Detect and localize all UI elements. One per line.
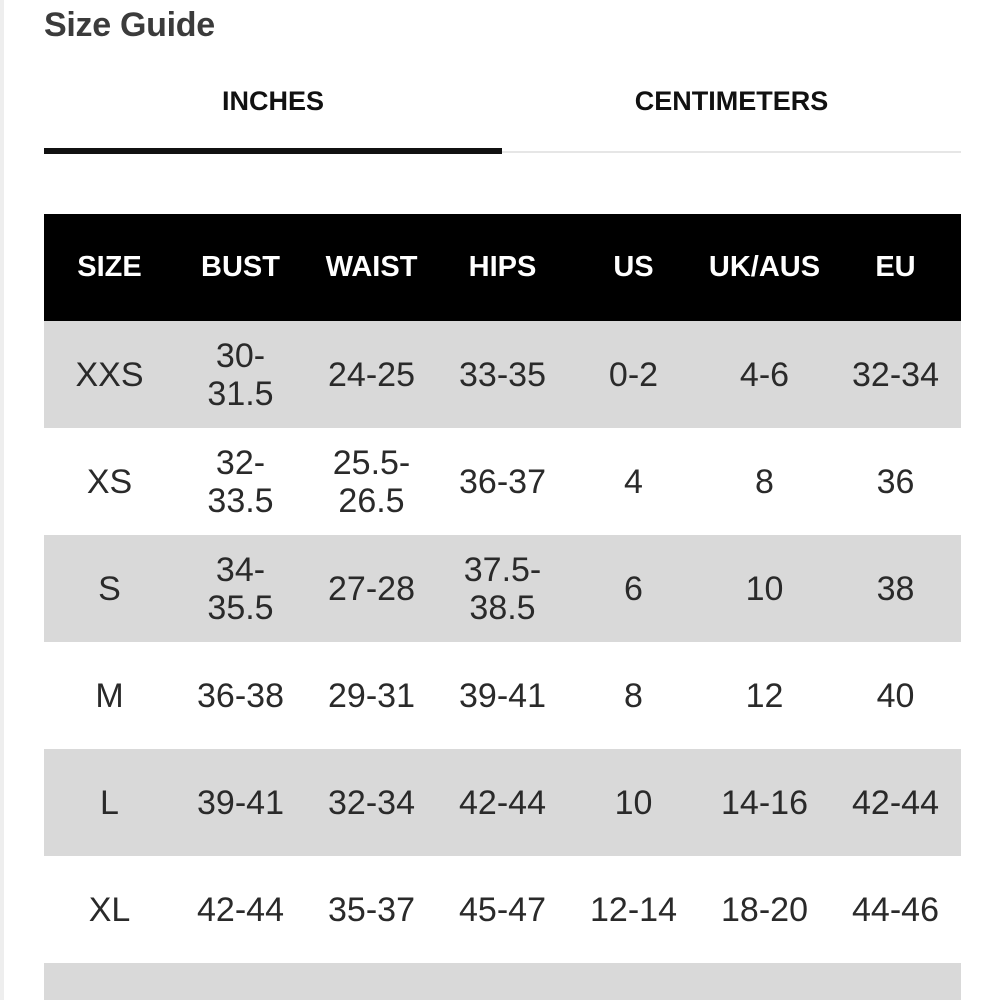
cell-bust: 42-44 xyxy=(197,890,284,929)
cell-size: M xyxy=(95,676,124,715)
cell-bust: 36-38 xyxy=(197,676,284,715)
cell-eu: 36 xyxy=(876,462,915,501)
cell-uk-aus: 12 xyxy=(745,676,784,715)
cell-us: 4 xyxy=(624,462,643,501)
header-us: US xyxy=(613,251,654,283)
cell-uk-aus: 4-6 xyxy=(739,355,790,394)
header-size: SIZE xyxy=(77,251,142,283)
cell-uk-aus: 10 xyxy=(745,569,784,608)
cell-uk-aus: 8 xyxy=(755,462,774,501)
cell-us: 12-14 xyxy=(590,890,677,929)
table-row xyxy=(44,535,961,642)
cell-us: 0-2 xyxy=(608,355,659,394)
cell-hips: 42-44 xyxy=(459,783,546,822)
cell-size: XS xyxy=(86,462,133,501)
size-table xyxy=(44,214,961,1000)
cell-size: XXS xyxy=(75,355,144,394)
left-border xyxy=(0,0,4,1000)
unit-tabs xyxy=(44,62,961,154)
header-eu: EU xyxy=(875,251,916,283)
cell-bust: 32- 33.5 xyxy=(207,443,274,520)
cell-us: 6 xyxy=(624,569,643,608)
cell-waist: 27-28 xyxy=(328,569,415,608)
table-row xyxy=(44,856,961,963)
tab-divider-line xyxy=(502,151,961,153)
cell-uk-aus: 18-20 xyxy=(721,890,808,929)
header-uk-aus: UK/AUS xyxy=(708,251,821,283)
cell-size: L xyxy=(100,783,119,822)
header-hips: HIPS xyxy=(468,251,537,283)
table-row xyxy=(44,749,961,856)
cell-hips: 39-41 xyxy=(459,676,546,715)
table-row xyxy=(44,642,961,749)
table-row xyxy=(44,428,961,535)
cell-waist: 35-37 xyxy=(328,890,415,929)
cell-eu: 42-44 xyxy=(852,783,939,822)
cell-eu: 44-46 xyxy=(852,890,939,929)
tab-centimeters[interactable] xyxy=(502,62,961,154)
active-tab-indicator xyxy=(44,148,502,154)
cell-eu: 32-34 xyxy=(852,355,939,394)
cell-waist: 24-25 xyxy=(328,355,415,394)
cell-bust: 34- 35.5 xyxy=(207,550,274,627)
cell-waist: 29-31 xyxy=(328,676,415,715)
cell-us: 10 xyxy=(614,783,653,822)
cell-us: 8 xyxy=(624,676,643,715)
cell-uk-aus: 14-16 xyxy=(721,783,808,822)
cell-bust: 30- 31.5 xyxy=(207,336,274,413)
header-waist: WAIST xyxy=(325,251,418,283)
cell-hips: 37.5- 38.5 xyxy=(463,550,542,627)
cell-hips: 45-47 xyxy=(459,890,546,929)
tab-inches[interactable] xyxy=(44,62,502,154)
table-row-cut-off xyxy=(44,963,961,1000)
page-title: Size Guide xyxy=(44,6,215,44)
cell-eu: 40 xyxy=(876,676,915,715)
cell-hips: 33-35 xyxy=(459,355,546,394)
cell-hips: 36-37 xyxy=(459,462,546,501)
cell-size: XL xyxy=(88,890,131,929)
cell-size: S xyxy=(98,569,121,608)
cell-waist: 32-34 xyxy=(328,783,415,822)
tab-centimeters-label: CENTIMETERS xyxy=(634,86,829,116)
cell-bust: 39-41 xyxy=(197,783,284,822)
cell-waist: 25.5- 26.5 xyxy=(332,443,411,520)
table-header-row xyxy=(44,214,961,321)
tab-inches-label: INCHES xyxy=(221,86,324,116)
table-row xyxy=(44,321,961,428)
cell-eu: 38 xyxy=(876,569,915,608)
header-bust: BUST xyxy=(201,251,280,283)
